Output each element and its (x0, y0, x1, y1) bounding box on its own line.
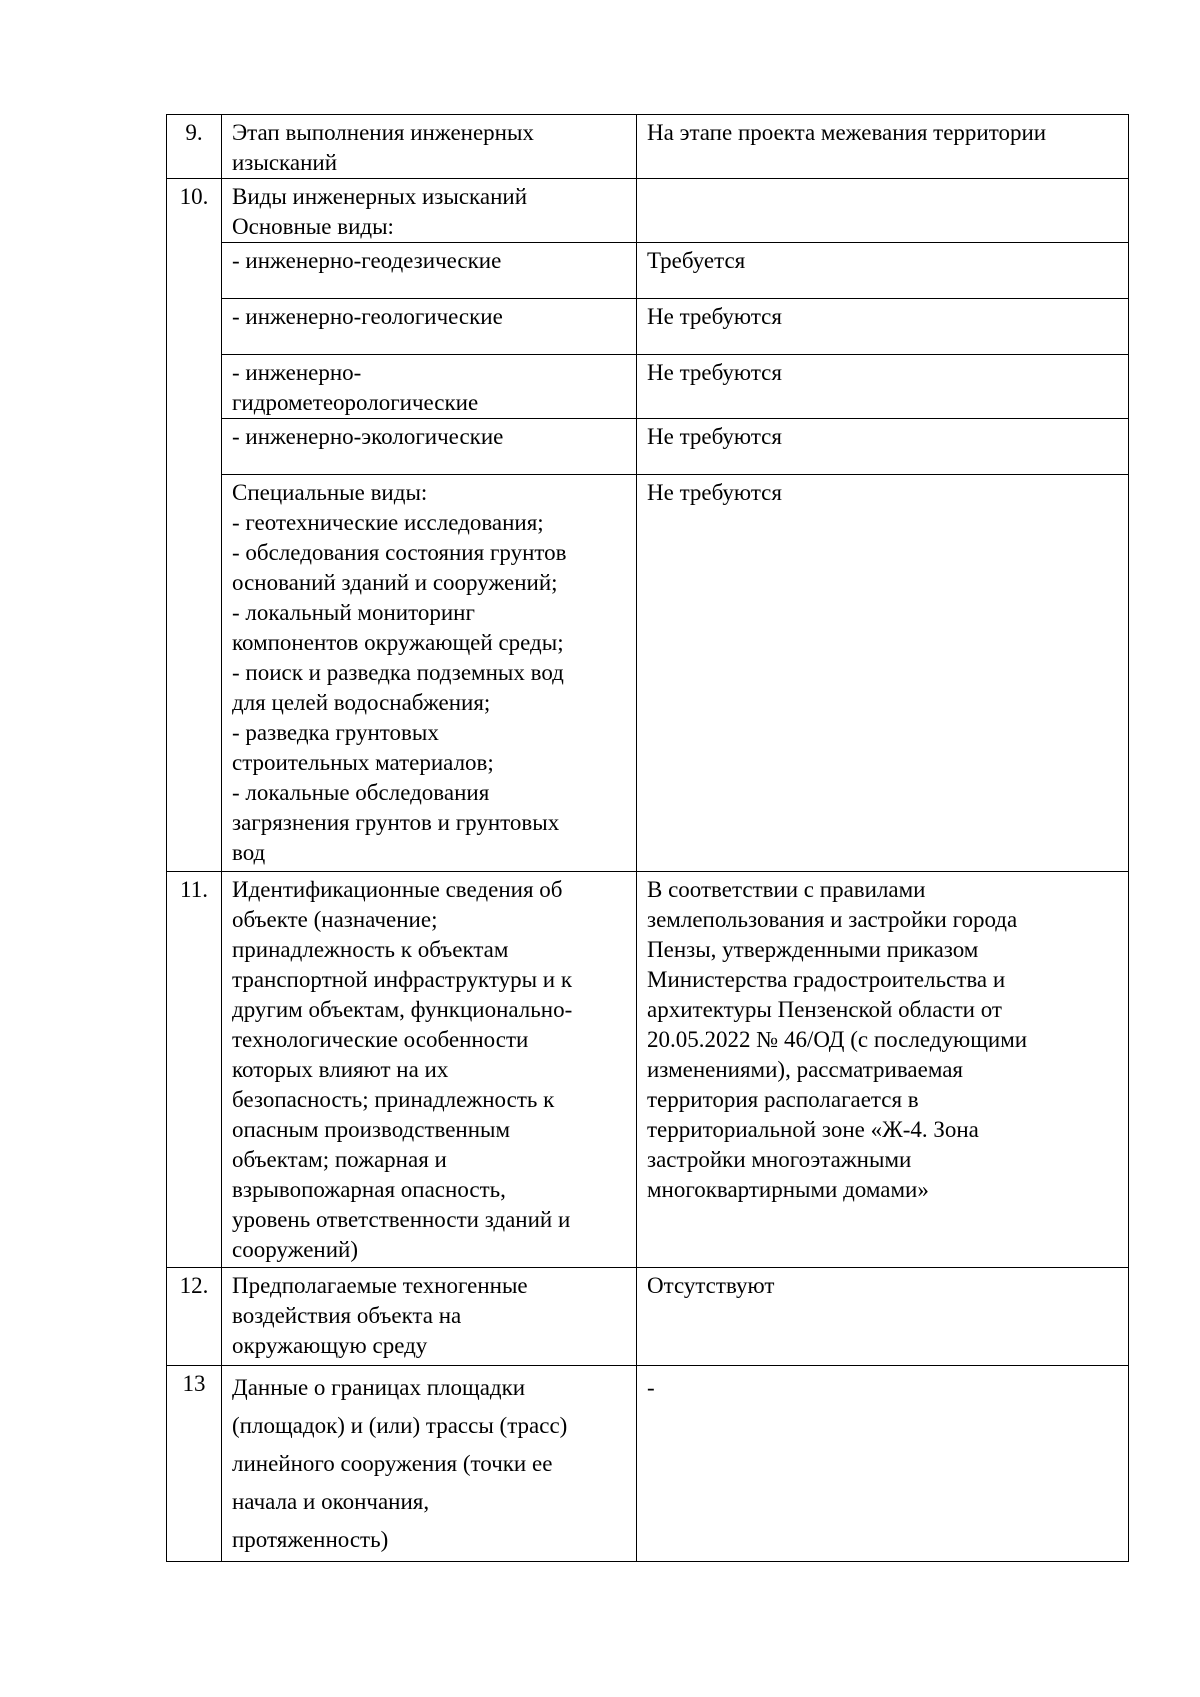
parameter-name: Этап выполнения инженерных изысканий (222, 115, 637, 179)
parameter-name: Специальные виды: - геотехнические исследования; - обследования состояния грунтов оснований зданий и сооружений; - локальный мониторинг компонентов окружающей среды; - поиск и разведка подземных вод для целей водоснабжения; - разведка грунтовых строительных материалов; - локальные обследования загрязнения грунтов и грунтовых вод (222, 475, 637, 872)
parameter-value: Не требуются (637, 299, 1129, 355)
row-number: 12. (167, 1268, 222, 1366)
parameter-value: Отсутствуют (637, 1268, 1129, 1366)
parameter-name: Виды инженерных изысканий Основные виды: (222, 179, 637, 243)
parameter-name: Данные о границах площадки (площадок) и (или) трассы (трасс) линейного сооружения (точки ее начала и окончания, протяженность) (222, 1366, 637, 1562)
table-row (167, 299, 1129, 355)
parameter-name: - инженерно-экологические (222, 419, 637, 475)
table-row (167, 115, 1129, 179)
parameter-value: На этапе проекта межевания территории (637, 115, 1129, 179)
requirements-table (166, 114, 1129, 1562)
table-row (167, 1366, 1129, 1562)
parameter-value: - (637, 1366, 1129, 1562)
table-row (167, 355, 1129, 419)
parameter-value: Не требуются (637, 355, 1129, 419)
parameter-value: Требуется (637, 243, 1129, 299)
table-row (167, 243, 1129, 299)
parameter-name: - инженерно- гидрометеорологические (222, 355, 637, 419)
table-row (167, 872, 1129, 1268)
parameter-value (637, 179, 1129, 243)
parameter-name: Идентификационные сведения об объекте (назначение; принадлежность к объектам транспортной инфраструктуры и к другим объектам, функционально- технологические особенности которых влияют на их безопасность; принадлежность к опасным производственным объектам; пожарная и взрывопожарная опасность, уровень ответственности зданий и сооружений) (222, 872, 637, 1268)
row-number: 11. (167, 872, 222, 1268)
table-row (167, 1268, 1129, 1366)
parameter-value: В соответствии с правилами землепользования и застройки города Пензы, утвержденными приказом Министерства градостроительства и архитектуры Пензенской области от 20.05.2022 № 46/ОД (с последующими изменениями), рассматриваемая территория располагается в территориальной зоне «Ж-4. Зона застройки многоэтажными многоквартирными домами» (637, 872, 1129, 1268)
table-row (167, 475, 1129, 872)
parameter-name: - инженерно-геологические (222, 299, 637, 355)
parameter-value: Не требуются (637, 475, 1129, 872)
parameter-name: - инженерно-геодезические (222, 243, 637, 299)
table-row (167, 419, 1129, 475)
parameter-name: Предполагаемые техногенные воздействия объекта на окружающую среду (222, 1268, 637, 1366)
row-number: 9. (167, 115, 222, 179)
row-number: 13 (167, 1366, 222, 1562)
row-number: 10. (167, 179, 222, 872)
parameter-value: Не требуются (637, 419, 1129, 475)
table-row (167, 179, 1129, 243)
